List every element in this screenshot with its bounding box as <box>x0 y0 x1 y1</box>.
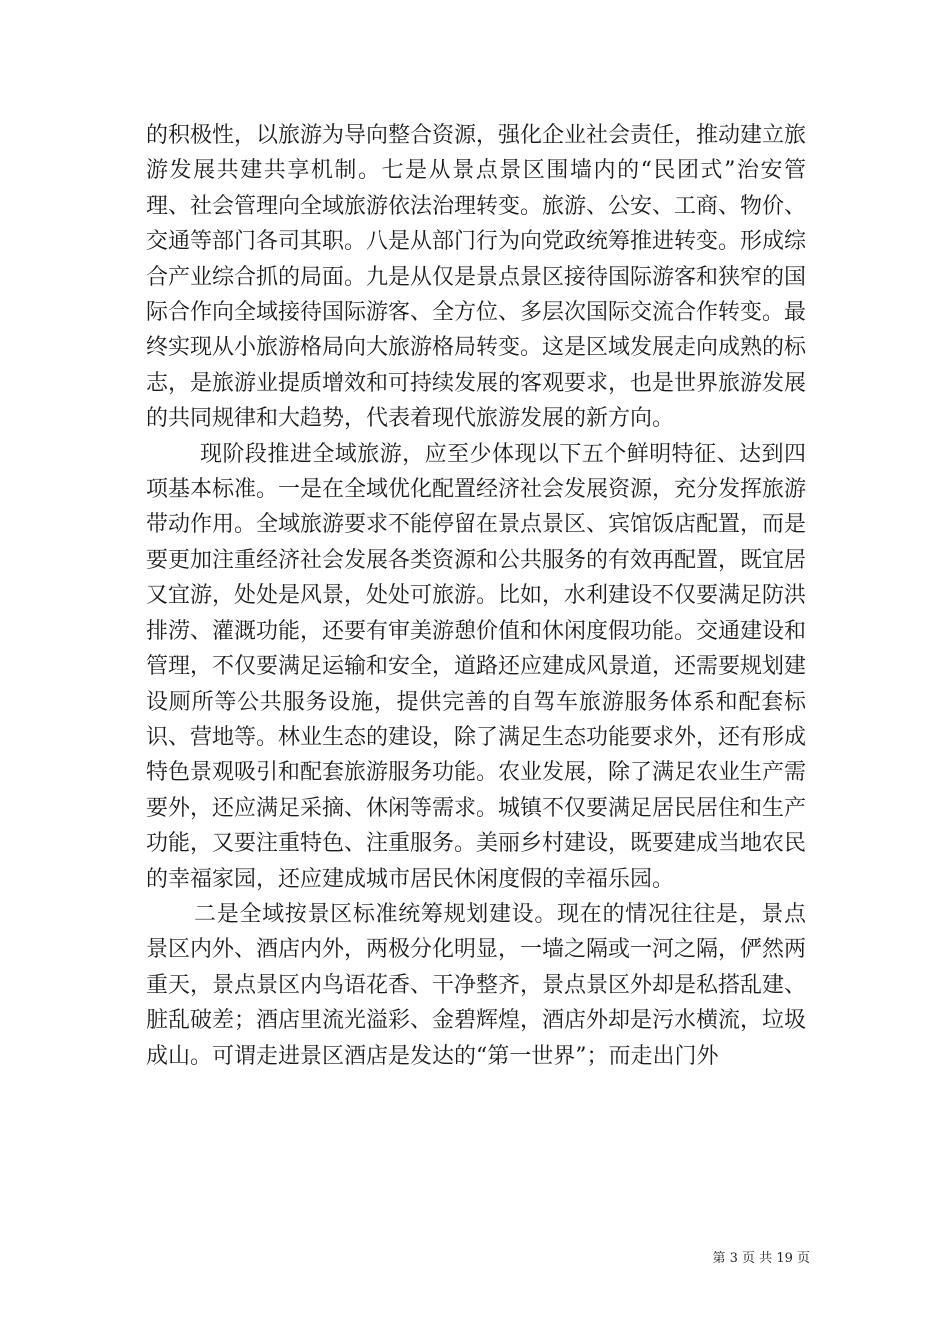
paragraph-scenic-planning: 二是全域按景区标准统筹规划建设。现在的情况往往是，景点景区内外、酒店内外，两极分化明显，一墙之隔或一河之隔，俨然两重天，景点景区内鸟语花香、干净整齐，景点景区外却是私搭乱建、脏乱破差；酒店里流光溢彩、金碧辉煌，酒店外却是污水横流，垃圾成山。可谓走进景区酒店是发达的“第一世界”；而走出门外 <box>146 901 807 1069</box>
paragraph-continuation: 的积极性，以旅游为导向整合资源，强化企业社会责任，推动建立旅游发展共建共享机制。七是从景点景区围墙内的“民团式”治安管理、社会管理向全域旅游依法治理转变。旅游、公安、工商、物价、交通等部门各司其职。八是从部门行为向党政统筹推进转变。形成综合产业综合抓的局面。九是从仅是景点景区接待国际游客和狭窄的国际合作向全域接待国际游客、全方位、多层次国际交流合作转变。最终实现从小旅游格局向大旅游格局转变。这是区域发展走向成熟的标志，是旅游业提质增效和可持续发展的客观要求，也是世界旅游发展的共同规律和大趋势，代表着现代旅游发展的新方向。 <box>146 123 807 432</box>
paragraph-five-features: 现阶段推进全域旅游，应至少体现以下五个鲜明特征、达到四项基本标准。一是在全域优化配置经济社会发展资源，充分发挥旅游带动作用。全域旅游要求不能停留在景点景区、宾馆饭店配置，而是要更加注重经济社会发展各类资源和公共服务的有效再配置，既宜居又宜游，处处是风景，处处可旅游。比如，水利建设不仅要满足防洪排涝、灌溉功能，还要有审美游憩价值和休闲度假功能。交通建设和管理，不仅要满足运输和安全，道路还应建成风景道，还需要规划建设厕所等公共服务设施，提供完善的自驾车旅游服务体系和配套标识、营地等。林业生态的建设，除了满足生态功能要求外，还有形成特色景观吸引和配套旅游服务功能。农业发展，除了满足农业生产需要外，还应满足采摘、休闲等需求。城镇不仅要满足居民居住和生产功能，又要注重特色、注重服务。美丽乡村建设，既要建成当地农民的幸福家园，还应建成城市居民休闲度假的幸福乐园。 <box>146 441 807 892</box>
document-body <box>146 118 806 1074</box>
page-number-footer: 第 3 页 共 19 页 <box>712 1251 810 1266</box>
